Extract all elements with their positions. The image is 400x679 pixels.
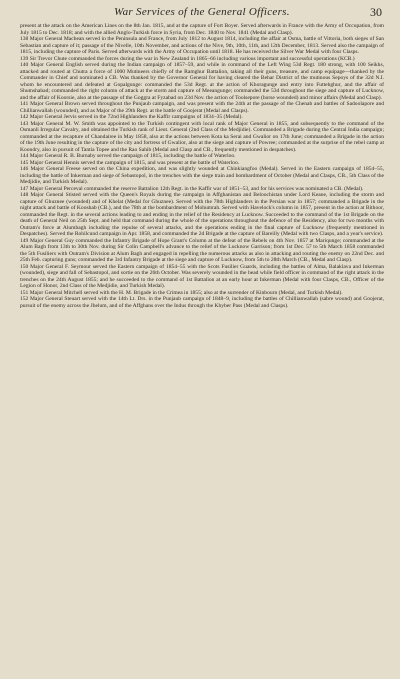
- paragraph-144: 144 Major General R. B. Burnaby served the campaign of 1815, including the battle of Waterloo.: [20, 153, 236, 159]
- page-header: [20, 4, 384, 22]
- paragraph-148: 148 Major General Stisted served with the Queen's Royals during the campaign in Affghanistan and Beloochistan under Lord Keane, including the storm and capture of Ghuznee (wounded) and of Khelat (Medal for Ghuznee). Served with the 78th Highlanders in the Persian war in 1857; commanded a Brigade in the night attack and battle of Kooshab (CB.), and the 78th at the bombardment of Mohumrah. Served with Havelock's column in 1857, present in the action at Bithoor, commanded the Regt. in the several actions leading to and ending in the relief of the Residency at Lucknow. Succeeded to the command of the 1st Brigade on the death of General Neil on 25th Sept. and held that command during the whole of the operations throughout the defence of the Residency, also for two months with Outram's force at Alumbagh including the repulse of several attacks, and the operations ending in the final capture of Lucknow (frequently mentioned in Despatches). Served the Rohilcund campaign in Apr. 1858, and commanded the 2d Brigade at the capture of Bareilly (Medal with two Clasps, and a year's service).: [20, 192, 384, 237]
- paragraph-142: 142 Major General Jervis served in the 72nd Highlanders the Kaffir campaigns of 1834–35 (Medal).: [20, 114, 243, 120]
- paragraph-continuation: present at the attack on the American Lines on the 8th Jan. 1815, and at the capture of Fort Boyer. Served afterwards in France with the Army of Occupation, from July 1815 to Dec. 1818; and with the allied Anglo-Turkish force in Syria, from Dec. 1840 to Nov. 1841 (Medal and Clasp).: [20, 23, 384, 36]
- paragraph-138: 138 Major General Macbean served in the Peninsula and France, from July 1812 to August 1814, including the affair at Osma, battle of Vittoria, both sieges of San Sebastian and capture of it; passage of the Nivelle, 10th November, and actions of the Nive, 9th, 10th, 11th, and 12th December, 1813. Served also the campaign of 1815, including the capture of Paris. Served afterwards with the Army of Occupation until 1818. He has received the Silver War Medal with four Clasps.: [20, 36, 384, 55]
- paragraph-143: 143 Major General M. W. Smith was appointed to the Turkish contingent with local rank of Major General in 1855, and subsequently to the command of the Osmanli Irregular Cavalry, and obtained the Turkish rank of Lieut. General (2nd Class of the Medjidie). Commanded a Brigade during the Central India campaign; commanded at the recapture of Chandairee in May 1858, also at the actions between Kota ka Serai and Gwalior on 17th June; commanded a Brigade in the action of the 19th June resulting in the capture of the city and fortress of Gwalior, also at the siege and capture of Powree; commanded at the surprise of the rebel camp at Koondry, also in pursuit of Tantia Topee and the Rao Sahib (Medal and Clasp and CB., frequently mentioned in despatches).: [20, 120, 384, 153]
- paragraph-141: 141 Major General Brown served throughout the Punjaub campaign, and was present with the 24th at the passage of the Chenab and battles of Sadoolapore and Chillianwallah (wounded), and as Major of the 29th Regt. at the battle of Goojerat (Medal and Clasps).: [20, 101, 384, 114]
- running-title: War Services of the General Officers.: [114, 6, 290, 18]
- paragraph-146: 146 Major General Freese served on the China expedition, and was slightly wounded at Chinkiangfoo (Medal). Served in the Eastern campaign of 1854–55, including the battle of Inkerman and siege of Sebastopol, in the trenches with the siege train and bombardment of October (Medal and Clasps, CB., 5th Class of the Medjidie, and Turkish Medal).: [20, 166, 384, 185]
- paragraph-152: 152 Major General Steuart served with the 14th Lt. Drs. in the Punjaub campaign of 1848–9, including the battles of Chillianwallah (sabre wound) and Goojerat, pursuit of the enemy across the Jhelum, and of the Affghans over the Indus through the Khyber Pass (Medal and Clasps).: [20, 296, 384, 309]
- paragraph-140: 140 Major General English served during the Indian campaign of 1857–59, and while in command of the Left Wing 53d Regt. 180 strong, with 100 Seikhs, attacked and routed at Chutra a force of 1000 Mutineers chiefly of the Ramghur Battalion, taking all their guns, treasure, and camp equipage—thanked by the Commander in Chief and nominated a CB. Was thanked by the Governor General for having cleared the Behar District of the mutinous Sepoys of the 32d N.I. whom he encountered and defeated at Gopalgunge: commanded the 53d Regt. at the action of Khoragunge and entry into Futtehghur, and the affair of Shumshabad; commanded the right column of attack at the storm and capture of Meeangunge; commanded the 53d throughout the siege and capture of Lucknow, and the affair of Koorsie, also at the passage of the Goggra at Fyzabad on 23d Nov. the action of Toolsepore (horse wounded) and minor affairs (Medal and Clasp).: [20, 62, 384, 101]
- page-number: 30: [370, 5, 382, 19]
- paragraph-151: 151 Major General Mitchell served with the H. M. Brigade in the Crimea in 1855; also at the surrender of Kinbourn (Medal, and Turkish Medal).: [20, 289, 343, 296]
- paragraph-145: 145 Major General Hennis served the campaign of 1815, and was present at the battle of Waterloo.: [20, 159, 240, 166]
- body-text: [20, 23, 384, 309]
- paragraph-147: 147 Major General Perceval commanded the reserve Battalion 12th Regt. in the Kaffir war of 1851–53, and for his services was nominated a CB. (Medal).: [20, 185, 364, 192]
- paragraph-150: 150 Major General F. Seymour served the Eastern campaign of 1854–55 with the Scots Fusilier Guards, including the battles of Alma, Balaklava and Inkerman (wounded), siege and fall of Sebastopol, and sortie on the 26th October. Was severely wounded in the head while field officer in command of the right attack in the trenches on the 24th August 1855; and he succeeded to the command of 1st Battalion at an early hour at Inkerman (Medal with four Clasps, CB., Officer of the Legion of Honor, 2nd Class of the Medjidie, and Turkish Medal).: [20, 263, 384, 289]
- paragraph-139: 139 Sir Trevor Chute commanded the forces during the war in New Zealand in 1865–66 including various important and successful operations (KCB.): [20, 55, 355, 62]
- paragraph-149: 149 Major General Guy commanded the Infantry Brigade of Hope Grant's Column at the defeat of the Rebels on 4th Nov. 1857 at Mariqunge; commanded at the Alum Bagh from 13th to 30th Nov. during Sir Colin Campbell's advance to the relief of the Lucknow Garrison; from 1st Dec. 57 to 5th March 1858 commanded the 5th Fusiliers with Outram's Division at Alum Bagh and engaged in repelling the numerous attacks as also in attacking and routing the enemy on 22nd Dec. and 25th Feb. capturing guns; commanded the 3rd Infantry Brigade at the siege and capture of Lucknow, from 5th to 28th March (CB., Medal and Clasp).: [20, 237, 384, 263]
